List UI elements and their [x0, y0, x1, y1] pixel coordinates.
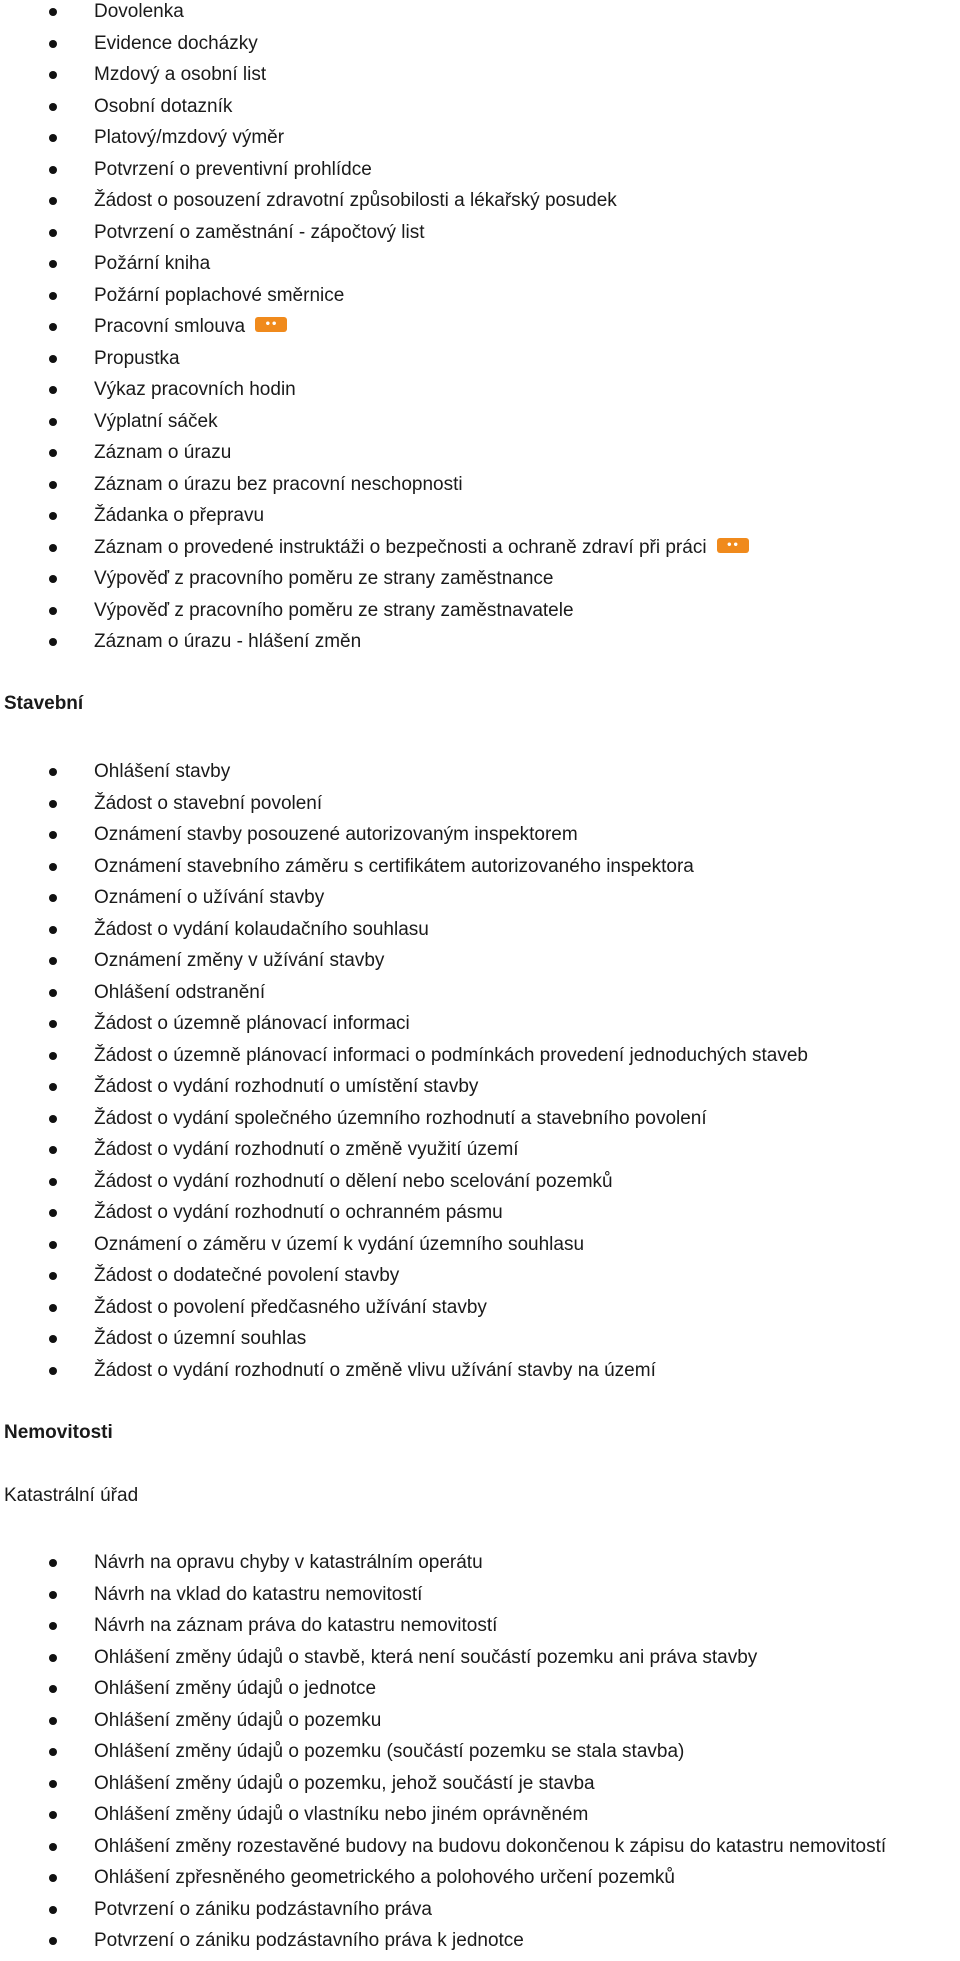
list-item[interactable] [0, 1898, 960, 1930]
list-item[interactable] [0, 599, 960, 631]
list-item[interactable] [0, 567, 960, 599]
bullet-icon [49, 768, 57, 776]
bullet-icon [49, 8, 57, 16]
list-item-label[interactable]: Návrh na opravu chyby v katastrálním operátu [94, 1552, 483, 1573]
bullet-icon [49, 926, 57, 934]
bullet-icon [49, 989, 57, 997]
list-item[interactable] [0, 1803, 960, 1835]
list-item-label[interactable]: Ohlášení změny údajů o jednotce [94, 1678, 377, 1699]
bullet-icon [49, 800, 57, 808]
section-heading-construction: Stavební [4, 693, 84, 714]
list-item[interactable] [0, 981, 960, 1013]
list-item-label[interactable]: Potvrzení o zániku podzástavního práva [94, 1898, 432, 1920]
bullet-icon [49, 894, 57, 902]
list-item[interactable] [0, 855, 960, 887]
list-item-label[interactable]: Potvrzení o zániku podzástavního práva k jednotce [94, 1930, 524, 1951]
section-subheading-cadastral-office: Katastrální úřad [4, 1485, 139, 1506]
list-item-label[interactable]: Žádost o vydání rozhodnutí o dělení nebo scelování pozemků [94, 1170, 613, 1192]
list-item-label[interactable]: Výplatní sáček [94, 410, 218, 432]
list-item-label[interactable]: Platový/mzdový výměr [94, 127, 285, 148]
list-item-label[interactable]: Oznámení změny v užívání stavby [94, 950, 385, 971]
bullet-icon [49, 512, 57, 520]
list-item[interactable] [0, 1583, 960, 1615]
list-item[interactable] [0, 1614, 960, 1646]
bullet-icon [49, 1843, 57, 1851]
list-item[interactable] [0, 760, 960, 792]
list-item[interactable] [0, 1264, 960, 1296]
bullet-icon [49, 638, 57, 646]
list-item[interactable] [0, 792, 960, 824]
list-item[interactable] [0, 886, 960, 918]
list-item-label[interactable]: Oznámení o užívání stavby [94, 887, 325, 908]
bullet-icon [49, 134, 57, 142]
list-item-label[interactable]: Záznam o úrazu [94, 442, 232, 463]
bullet-icon [49, 292, 57, 300]
bullet-icon [49, 1654, 57, 1662]
list-item[interactable] [0, 1866, 960, 1898]
list-item-label[interactable]: Žádost o vydání rozhodnutí o umístění stavby [94, 1076, 479, 1097]
list-item-label[interactable]: Žádost o vydání rozhodnutí o změně využití území [94, 1139, 519, 1160]
bullet-icon [49, 1083, 57, 1091]
list-item-label[interactable]: Ohlášení stavby [94, 761, 231, 782]
list-item[interactable] [0, 1075, 960, 1107]
list-item-label[interactable]: Záznam o provedené instruktáži o bezpečnosti a ochraně zdraví při práci [94, 536, 707, 558]
bullet-icon [49, 1717, 57, 1725]
list-item-label[interactable]: Dovolenka [94, 1, 184, 22]
list-item[interactable] [0, 63, 960, 95]
list-item[interactable] [0, 347, 960, 379]
bullet-icon [49, 544, 57, 552]
list-item-label[interactable]: Záznam o úrazu bez pracovní neschopnosti [94, 473, 463, 495]
list-item[interactable] [0, 1835, 960, 1867]
list-item-label[interactable]: Potvrzení o zaměstnání - zápočtový list [94, 221, 425, 243]
list-item-label[interactable]: Ohlášení změny údajů o pozemku [94, 1709, 382, 1731]
new-badge-icon: •• [717, 538, 749, 553]
list-item[interactable] [0, 1012, 960, 1044]
list-item-label[interactable]: Oznámení stavebního záměru s certifikátem autorizovaného inspektora [94, 855, 694, 877]
list-item[interactable] [0, 315, 960, 347]
list-item-label[interactable]: Ohlášení změny údajů o pozemku (součástí pozemku se stala stavba) [94, 1741, 685, 1762]
list-item-label[interactable]: Ohlášení odstranění [94, 981, 266, 1003]
bullet-icon [49, 386, 57, 394]
list-item-label[interactable]: Oznámení stavby posouzené autorizovaným inspektorem [94, 824, 578, 845]
list-item[interactable] [0, 1107, 960, 1139]
list-item[interactable] [0, 378, 960, 410]
bullet-icon [49, 197, 57, 205]
list-item-label[interactable]: Ohlášení zpřesněného geometrického a polohového určení pozemků [94, 1867, 675, 1888]
list-item-label[interactable]: Ohlášení změny údajů o stavbě, která není součástí pozemku ani práva stavby [94, 1646, 758, 1668]
list-item[interactable] [0, 630, 960, 662]
bullet-icon [49, 1209, 57, 1217]
bullet-icon [49, 1780, 57, 1788]
bullet-icon [49, 481, 57, 489]
bullet-icon [49, 1020, 57, 1028]
section-heading-real-estate: Nemovitosti [4, 1422, 113, 1443]
list-item-label[interactable]: Potvrzení o preventivní prohlídce [94, 158, 372, 180]
bullet-icon [49, 607, 57, 615]
bullet-icon [49, 229, 57, 237]
list-item-label[interactable]: Žádost o dodatečné povolení stavby [94, 1265, 400, 1286]
list-item-label[interactable]: Záznam o úrazu - hlášení změn [94, 631, 362, 652]
bullet-icon [49, 1748, 57, 1756]
bullet-icon [49, 1874, 57, 1882]
bullet-icon [49, 1272, 57, 1280]
list-item[interactable] [0, 1646, 960, 1678]
bullet-icon [49, 103, 57, 111]
new-badge-icon: •• [255, 317, 287, 332]
list-item[interactable] [0, 284, 960, 316]
list-item-label[interactable]: Mzdový a osobní list [94, 64, 267, 85]
list-item-label[interactable]: Žádanka o přepravu [94, 505, 265, 526]
list-item-label[interactable]: Žádost o vydání kolaudačního souhlasu [94, 918, 429, 940]
bullet-icon [49, 1178, 57, 1186]
bullet-icon [49, 323, 57, 331]
list-item[interactable] [0, 536, 960, 568]
bullet-icon [49, 449, 57, 457]
list-item[interactable] [0, 1740, 960, 1772]
bullet-icon [49, 1115, 57, 1123]
list-item[interactable] [0, 95, 960, 127]
list-item-label[interactable]: Výpověď z pracovního poměru ze strany zaměstnance [94, 568, 554, 589]
list-item-label[interactable]: Žádost o posouzení zdravotní způsobilosti a lékařský posudek [94, 190, 617, 211]
list-item-label[interactable]: Evidence docházky [94, 32, 258, 54]
list-item[interactable] [0, 189, 960, 221]
list-item-label[interactable]: Návrh na záznam práva do katastru nemovitostí [94, 1615, 498, 1636]
list-item-label[interactable]: Žádost o vydání rozhodnutí o změně vlivu užívání stavby na území [94, 1359, 656, 1381]
list-item[interactable] [0, 504, 960, 536]
bullet-icon [49, 1052, 57, 1060]
bullet-icon [49, 1622, 57, 1630]
list-item[interactable] [0, 1201, 960, 1233]
bullet-icon [49, 1591, 57, 1599]
list-item[interactable] [0, 32, 960, 64]
list-item-label[interactable]: Ohlášení změny údajů o vlastníku nebo jiném oprávněném [94, 1804, 589, 1825]
list-item-label[interactable]: Žádost o vydání rozhodnutí o ochranném pásmu [94, 1202, 503, 1223]
bullet-icon [49, 1367, 57, 1375]
list-item[interactable] [0, 1929, 960, 1961]
list-item-label[interactable]: Žádost o vydání společného územního rozhodnutí a stavebního povolení [94, 1107, 707, 1129]
list-item[interactable] [0, 221, 960, 253]
list-item-label[interactable]: Návrh na vklad do katastru nemovitostí [94, 1583, 423, 1605]
list-item[interactable] [0, 1772, 960, 1804]
list-item-label[interactable]: Žádost o územní souhlas [94, 1328, 307, 1349]
bullet-icon [49, 575, 57, 583]
bullet-icon [49, 355, 57, 363]
list-item[interactable] [0, 1677, 960, 1709]
bullet-icon [49, 418, 57, 426]
list-item[interactable] [0, 1233, 960, 1265]
bullet-icon [49, 957, 57, 965]
construction-documents-list [0, 760, 960, 1390]
bullet-icon [49, 831, 57, 839]
bullet-icon [49, 1335, 57, 1343]
list-item[interactable] [0, 441, 960, 473]
list-item-label[interactable]: Žádost o povolení předčasného užívání stavby [94, 1296, 487, 1318]
bullet-icon [49, 71, 57, 79]
list-item-label[interactable]: Výpověď z pracovního poměru ze strany zaměstnavatele [94, 599, 574, 621]
bullet-icon [49, 1241, 57, 1249]
list-item-label[interactable]: Žádost o stavební povolení [94, 792, 323, 814]
bullet-icon [49, 1937, 57, 1945]
bullet-icon [49, 863, 57, 871]
list-item[interactable] [0, 252, 960, 284]
list-item[interactable] [0, 1551, 960, 1583]
bullet-icon [49, 1685, 57, 1693]
bullet-icon [49, 1811, 57, 1819]
list-item-label[interactable]: Propustka [94, 347, 180, 369]
list-item-label[interactable]: Ohlášení změny údajů o pozemku, jehož součástí je stavba [94, 1772, 595, 1794]
bullet-icon [49, 1304, 57, 1312]
list-item-label[interactable]: Pracovní smlouva [94, 316, 246, 337]
list-item[interactable] [0, 1138, 960, 1170]
list-item-label[interactable]: Požární poplachové směrnice [94, 284, 345, 306]
list-item-label[interactable]: Žádost o územně plánovací informaci [94, 1013, 410, 1034]
list-item[interactable] [0, 1296, 960, 1328]
list-item-label[interactable]: Ohlášení změny rozestavěné budovy na budovu dokončenou k zápisu do katastru nemovitostí [94, 1835, 887, 1857]
bullet-icon [49, 1146, 57, 1154]
list-item[interactable] [0, 0, 960, 32]
list-item[interactable] [0, 473, 960, 505]
list-item[interactable] [0, 823, 960, 855]
list-item[interactable] [0, 126, 960, 158]
list-item-label[interactable]: Výkaz pracovních hodin [94, 379, 296, 400]
list-item[interactable] [0, 410, 960, 442]
personal-documents-list [0, 0, 960, 662]
list-item[interactable] [0, 949, 960, 981]
list-item[interactable] [0, 1709, 960, 1741]
bullet-icon [49, 260, 57, 268]
list-item[interactable] [0, 1044, 960, 1076]
list-item[interactable] [0, 1327, 960, 1359]
real-estate-documents-list [0, 1551, 960, 1961]
list-item[interactable] [0, 1359, 960, 1391]
list-item[interactable] [0, 158, 960, 190]
list-item-label[interactable]: Žádost o územně plánovací informaci o podmínkách provedení jednoduchých staveb [94, 1044, 808, 1066]
list-item[interactable] [0, 918, 960, 950]
list-item-label[interactable]: Oznámení o záměru v území k vydání územního souhlasu [94, 1233, 585, 1255]
list-item-label[interactable]: Požární kniha [94, 253, 211, 274]
list-item[interactable] [0, 1170, 960, 1202]
bullet-icon [49, 1906, 57, 1914]
bullet-icon [49, 166, 57, 174]
bullet-icon [49, 40, 57, 48]
list-item-label[interactable]: Osobní dotazník [94, 95, 233, 117]
bullet-icon [49, 1559, 57, 1567]
